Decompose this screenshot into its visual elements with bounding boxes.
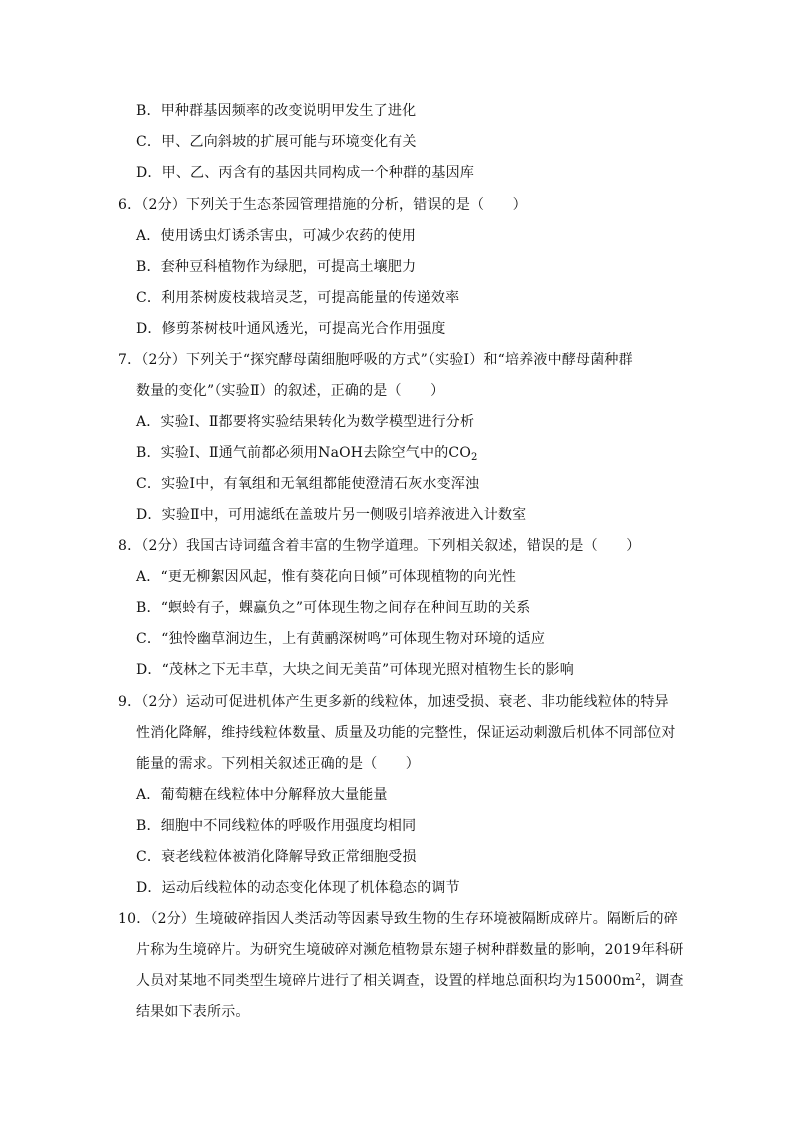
- q9-option-b: B．细胞中不同线粒体的呼吸作用强度均相同: [136, 818, 417, 834]
- q10-stem-line3-tail: ，调查: [641, 973, 684, 989]
- q7-stem-line1: 7．（2分）下列关于“探究酵母菌细胞呼吸的方式”（实验Ⅰ）和“培养液中酵母菌种群: [118, 352, 633, 368]
- q5-option-b: B．甲种群基因频率的改变说明甲发生了进化: [136, 103, 417, 119]
- q9-stem-line1: 9．（2分）运动可促进机体产生更多新的线粒体，加速受损、衰老、非功能线粒体的特异: [118, 694, 669, 710]
- q6-option-c: C．利用茶树废枝栽培灵芝，可提高能量的传递效率: [136, 290, 460, 306]
- q5-option-c: C．甲、乙向斜坡的扩展可能与环境变化有关: [136, 134, 417, 150]
- q9-stem-line2: 性消化降解，维持线粒体数量、质量及功能的完整性，保证运动刺激后机体不同部位对: [136, 725, 676, 741]
- q9-option-c: C．衰老线粒体被消化降解导致正常细胞受损: [136, 849, 417, 865]
- q6-option-d: D．修剪茶树枝叶通风透光，可提高光合作用强度: [136, 321, 446, 337]
- q10-stem-line4: 结果如下表所示。: [136, 1004, 250, 1020]
- q10-stem-line3: [136, 971, 684, 991]
- q10-stem-line2: 片称为生境碎片。为研究生境破碎对濒危植物景东翅子树种群数量的影响，2019年科研: [136, 942, 684, 958]
- q8-option-d: D．“茂林之下无丰草，大块之间无美苗”可体现光照对植物生长的影响: [136, 662, 574, 678]
- q9-option-d: D．运动后线粒体的动态变化体现了机体稳态的调节: [136, 880, 460, 896]
- q7-stem-line2: 数量的变化”（实验Ⅱ）的叙述，正确的是（ ）: [136, 383, 445, 399]
- q7-option-d: D．实验Ⅱ中，可用滤纸在盖玻片另一侧吸引培养液进入计数室: [136, 507, 527, 523]
- q7-option-b: [136, 443, 478, 463]
- q7-option-b-text: B．实验Ⅰ、Ⅱ通气前都必须用NaOH去除空气中的CO: [136, 445, 472, 461]
- q10-area-superscript: 2: [635, 973, 642, 983]
- q8-option-a: A．“更无柳絮因风起，惟有葵花向日倾”可体现植物的向光性: [136, 569, 517, 585]
- q5-option-d: D．甲、乙、丙含有的基因共同构成一个种群的基因库: [136, 165, 475, 181]
- q7-option-c: C．实验Ⅰ中，有氧组和无氧组都能使澄清石灰水变浑浊: [136, 476, 480, 492]
- q10-stem-line1: 10．（2分）生境破碎指因人类活动等因素导致生物的生存环境被隔断成碎片。隔断后的碎: [118, 911, 678, 927]
- q10-stem-line3-text: 人员对某地不同类型生境碎片进行了相关调查，设置的样地总面积均为15000m: [136, 973, 636, 989]
- q7-option-b-subscript: 2: [471, 452, 478, 463]
- q6-stem: 6．（2分）下列关于生态茶园管理措施的分析，错误的是（ ）: [118, 197, 527, 213]
- q8-stem: 8．（2分）我国古诗词蕴含着丰富的生物学道理。下列相关叙述，错误的是（ ）: [118, 538, 641, 554]
- q8-option-c: C．“独怜幽草涧边生，上有黄鹂深树鸣”可体现生物对环境的适应: [136, 631, 546, 647]
- q9-stem-line3: 能量的需求。下列相关叙述正确的是（ ）: [136, 756, 420, 772]
- q7-option-a: A．实验Ⅰ、Ⅱ都要将实验结果转化为数学模型进行分析: [136, 414, 475, 430]
- q6-option-a: A．使用诱虫灯诱杀害虫，可减少农药的使用: [136, 228, 417, 244]
- q9-option-a: A．葡萄糖在线粒体中分解释放大量能量: [136, 787, 388, 803]
- q6-option-b: B．套种豆科植物作为绿肥，可提高土壤肥力: [136, 259, 417, 275]
- q8-option-b: B．“螟蛉有子，蜾蠃负之”可体现生物之间存在种间互助的关系: [136, 600, 531, 616]
